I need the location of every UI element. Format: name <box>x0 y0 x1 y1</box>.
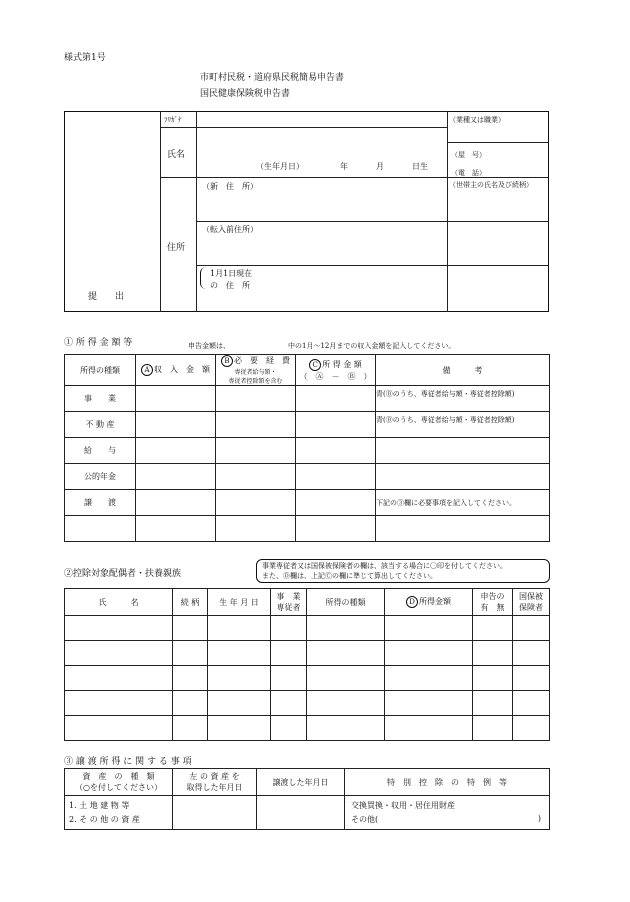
asset-2: 2. そ の 他 の 資 産 <box>69 815 140 824</box>
h-d: D 所得金額 <box>385 589 473 616</box>
row-type <box>65 516 136 542</box>
h-asset <box>65 769 173 796</box>
dependents-table <box>64 588 550 741</box>
h-a-label: 収 入 金 額 <box>154 365 210 374</box>
row-type: 譲 渡 <box>65 490 136 516</box>
day-label: 日生 <box>412 162 428 171</box>
prev-address-label: （転入前住所） <box>202 225 258 234</box>
shop-label: （屋 号） <box>451 151 486 159</box>
h-rel: 続 柄 <box>173 589 208 616</box>
s2-note-2: また、Ⓓ欄は、上記Ⓒの欄に準じて算出してください。 <box>262 572 437 580</box>
asset-1: 1. 土 地 建 物 等 <box>69 801 130 810</box>
asset-options <box>65 796 173 830</box>
row-note: 青(Ⓑのうち、専従者給与額・専従者控除額) <box>376 412 550 438</box>
table-row <box>65 691 550 716</box>
h-trans: 譲渡した年月日 <box>257 769 345 796</box>
table-row <box>65 616 550 641</box>
row-note <box>376 516 550 542</box>
h-note: 備 考 <box>376 355 550 386</box>
row-note <box>376 438 550 464</box>
table-row <box>65 716 550 741</box>
h-worker-1: 事 業 <box>276 592 301 601</box>
address-label: 住所 <box>167 243 186 253</box>
row-type: 給 与 <box>65 438 136 464</box>
name-label: 氏名 <box>167 150 186 160</box>
row-type: 公的年金 <box>65 464 136 490</box>
h-b-sub1: 専従者給与額・ <box>234 369 277 376</box>
furigana-label: ﾌﾘｶﾞﾅ <box>164 116 182 124</box>
row-note <box>376 464 550 490</box>
h-worker-2: 専従者 <box>276 603 301 612</box>
s3-title: ③ 譲 渡 所 得 に 関 す る 事 項 <box>64 757 192 767</box>
row-type: 不 動 産 <box>65 412 136 438</box>
s2-note-1: 事業専従者又は国保被保険者の欄は、該当する場合に〇印を付してください。 <box>262 562 507 570</box>
jan1-address-label-2: の 住 所 <box>210 281 250 290</box>
h-c-calc: （ Ⓐ － Ⓑ ） <box>299 371 372 381</box>
h-acq-1: 左 の 資 産 を <box>189 772 240 781</box>
phone-label: （電 話） <box>451 169 486 177</box>
special-options <box>345 796 550 830</box>
h-type: 所得の種類 <box>65 355 136 386</box>
special-2: その他( <box>351 815 379 824</box>
row-note: 下記の③欄に必要事項を記入してください。 <box>376 490 550 516</box>
income-table <box>64 354 550 542</box>
h-asset-2: （○を付してください） <box>75 783 162 792</box>
h-worker <box>271 589 307 616</box>
h-ins <box>513 589 550 616</box>
h-special: 特 別 控 除 の 特 例 等 <box>345 769 550 796</box>
occupation-label: （業種又は職業） <box>449 116 505 124</box>
special-2-end: ) <box>537 814 541 823</box>
householder-label: （世帯主の氏名及び続柄） <box>449 181 533 189</box>
h-income-type: 所得の種類 <box>307 589 385 616</box>
h-c: C 所 得 金 額 （ Ⓐ － Ⓑ ） <box>296 355 376 386</box>
h-b: B 必 要 経 費 専従者給与額・ 専従者控除額を含む <box>216 355 296 386</box>
h-ins-2: 保険者 <box>519 603 543 612</box>
table-row <box>65 666 550 691</box>
special-1: 交換買換・収用・居住用財産 <box>351 801 455 810</box>
month-label: 月 <box>376 162 384 171</box>
h-decl-2: 有 無 <box>480 603 505 612</box>
h-acq-2: 取得した年月日 <box>186 783 243 792</box>
table-row <box>65 641 550 666</box>
h-d-label: 所得金額 <box>419 597 451 606</box>
birth-label: （生年月日） <box>256 162 304 171</box>
transfer-table <box>64 768 550 830</box>
h-c-label: 所 得 金 額 <box>322 359 362 369</box>
submit-label: 提 出 <box>88 292 125 302</box>
s2-title: ②控除対象配偶者・扶養親族 <box>64 569 182 579</box>
h-name: 氏 名 <box>65 589 173 616</box>
h-birth: 生 年 月 日 <box>208 589 271 616</box>
h-decl <box>473 589 513 616</box>
year-label: 年 <box>340 162 348 171</box>
h-a: A 収 入 金 額 <box>136 355 216 386</box>
h-asset-1: 資 産 の 種 類 <box>82 772 155 781</box>
form-title-1: 市町村民税・道府県民税簡易申告書 <box>200 73 345 83</box>
row-note: 青(Ⓑのうち、専従者給与額・専従者控除額) <box>376 386 550 412</box>
s1-note-a: 申告金額は、 <box>188 342 230 350</box>
h-acq <box>173 769 257 796</box>
jan1-address-label: 1月1日現在 <box>210 269 253 278</box>
new-address-label: （新 住 所） <box>202 182 258 191</box>
s1-note-b: 中の1月～12月までの収入金額を記入してください。 <box>288 342 456 350</box>
h-ins-1: 国保被 <box>519 592 543 601</box>
h-b-label: 必 要 経 費 <box>234 356 290 365</box>
h-decl-1: 申告の <box>480 592 505 601</box>
h-b-sub2: 専従者控除額を含む <box>228 378 283 385</box>
form-title-2: 国民健康保険税申告書 <box>200 89 291 99</box>
row-type: 事 業 <box>65 386 136 412</box>
form-number: 様式第1号 <box>64 53 106 63</box>
s1-title: ① 所 得 金 額 等 <box>64 338 133 348</box>
